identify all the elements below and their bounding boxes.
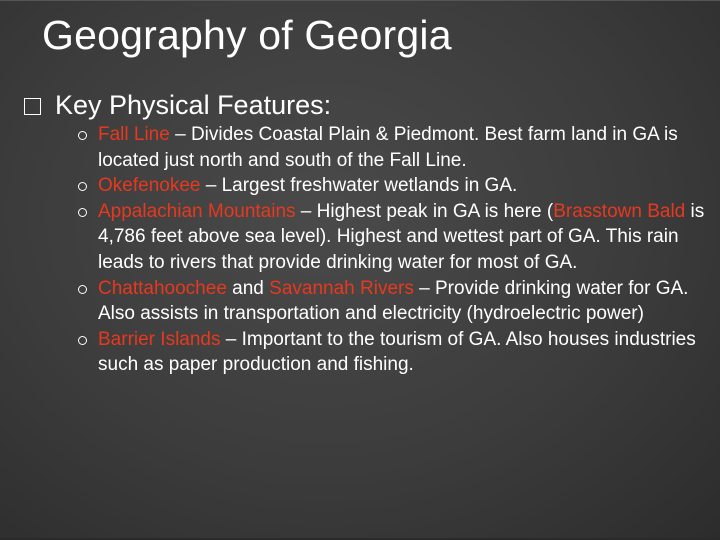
list-item-rivers [78,276,708,327]
circle-bullet-icon [78,336,87,345]
feature-list [78,122,708,378]
heading-bullet [24,90,331,121]
term-okefenokee: Okefenokee [98,175,201,197]
circle-bullet-icon [78,182,87,191]
list-item-barrier-islands [78,327,708,378]
term-fall-line: Fall Line [98,124,170,145]
term-chattahoochee: Chattahoochee [98,277,227,299]
list-item-fall-line [78,122,708,173]
desc-fall-line: – Divides Coastal Plain & Piedmont. Best farm land in GA is located just north and south of the Fall Line. [98,124,678,171]
desc-okefenokee: – Largest freshwater wetlands in GA. [200,175,518,197]
slide-title: Geography of Georgia [42,12,452,58]
desc-appalachian-b: is 4,786 feet above sea level). Highest and wettest part of GA. This rain leads to rivers that provide drinking water for most of GA. [98,200,705,273]
circle-bullet-icon [78,285,87,294]
desc-appalachian-a: – Highest peak in GA is here ( [295,200,554,222]
term-appalachian: Appalachian Mountains [98,200,296,222]
term-barrier-islands: Barrier Islands [98,328,221,350]
list-item-appalachian [78,199,708,276]
desc-rivers-a: and [226,277,270,299]
term-brasstown-bald: Brasstown Bald [553,200,686,222]
list-item-okefenokee [78,173,708,199]
circle-bullet-icon [78,131,87,140]
heading-text: Key Physical Features: [55,90,332,120]
square-bullet-icon [24,98,41,115]
slide-top-edge [0,0,720,1]
term-savannah-rivers: Savannah Rivers [269,277,414,299]
desc-barrier-islands: – Important to the tourism of GA. Also houses industries such as paper production and fishing. [98,328,696,376]
desc-rivers-b: – Provide drinking water for GA. Also assists in transportation and electricity (hydroelectric power) [98,277,689,325]
circle-bullet-icon [78,208,87,217]
